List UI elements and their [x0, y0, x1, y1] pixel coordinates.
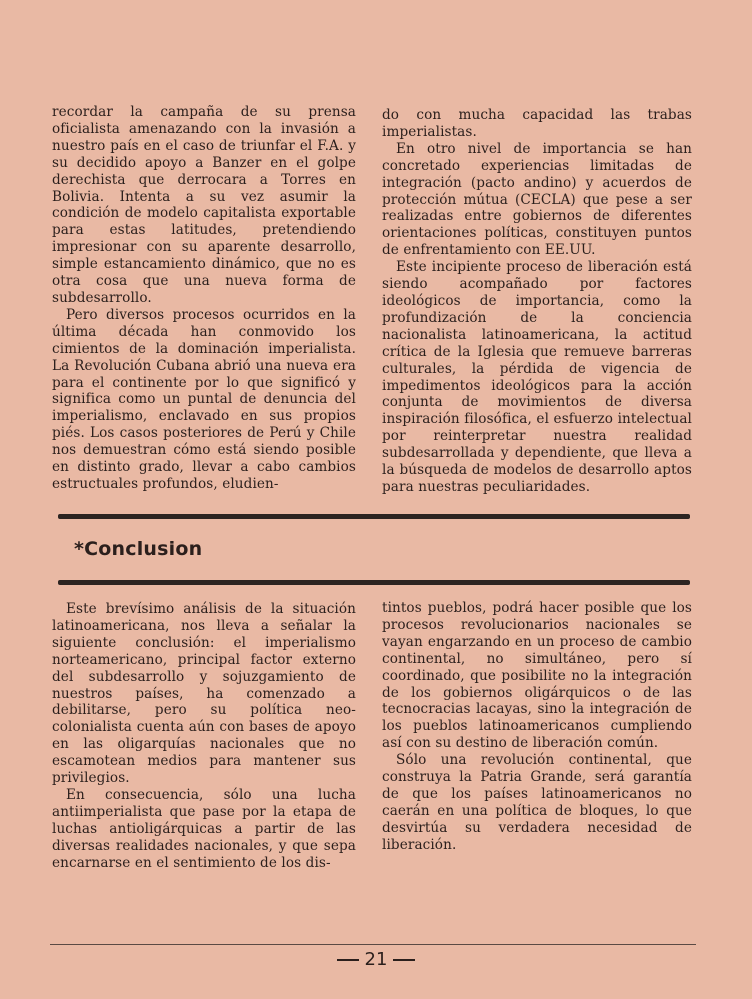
paragraph: recordar la campaña de su prensa oficialista amenazando con la invasión a nuestro país en el caso de triunfar el F.A. y su decidido apoyo a Banzer en el golpe derechista que derrocara a Torres en Bolivia. Intenta a su vez asumir la condición de modelo capitalista exportable para estas latitudes, pretendiendo impresionar con su aparente desarrollo, simple estancamiento dinámico, que no es otra cosa que una nueva forma de subdesarrollo.	[52, 104, 356, 306]
section-divider-top	[58, 514, 690, 519]
top-left-column	[52, 104, 356, 493]
paragraph: Pero diversos procesos ocurridos en la última década han conmovido los cimientos de la dominación imperialista. La Revolución Cubana abrió una nueva era para el continente por lo que significó y significa como un puntal de denuncia del imperialismo, enclavado en sus propios piés. Los casos posteriores de Perú y Chile nos demuestran cómo está siendo posible en distinto grado, llevar a cabo cambios estructuales profundos, eludien-	[52, 306, 356, 492]
paragraph: do con mucha capacidad las trabas imperialistas.	[382, 107, 692, 140]
dash-decoration	[393, 959, 415, 961]
section-divider-bottom	[58, 580, 690, 585]
paragraph: Este brevísimo análisis de la situación latinoamericana, nos lleva a señalar la siguiente conclusión: el imperialismo norteamericano, principal factor externo del subdesarrollo y sojuzgamiento de nuestros países, ha comenzado a debilitarse, pero su política neo-colonialista cuenta aún con bases de apoyo en las oligarquías nacionales que no escamotean medios para mantener sus privilegios.	[52, 601, 356, 787]
bottom-left-column	[52, 601, 356, 872]
paragraph: tintos pueblos, podrá hacer posible que los procesos revolucionarios nacionales se vayan engarzando en un proceso de cambio continental, no simultáneo, pero sí coordinado, que posibilite no la integración de los gobiernos oligárquicos o de las tecnocracias lacayas, sino la integración de los pueblos latinoamericanos cumpliendo así con su destino de liberación común.	[382, 600, 692, 752]
page-number-container	[0, 949, 752, 970]
dash-decoration	[337, 959, 359, 961]
paragraph: En consecuencia, sólo una lucha antiimperialista que pase por la etapa de luchas antioligárquicas a partir de las diversas realidades nacionales, y que sepa encarnarse en el sentimiento de los dis-	[52, 786, 356, 871]
top-right-column	[382, 107, 692, 496]
bottom-right-column	[382, 600, 692, 854]
footer-rule	[50, 944, 696, 945]
page-number: 21	[364, 949, 388, 970]
section-heading: *Conclusion	[74, 538, 203, 560]
paragraph: Este incipiente proceso de liberación está siendo acompañado por factores ideológicos de importancia, como la profundización de la conciencia nacionalista latinoamericana, la actitud crítica de la Iglesia que remueve barreras culturales, la pérdida de vigencia de impedimentos ideológicos para la acción conjunta de movimientos de diversa inspiración filosófica, el esfuerzo intelectual por reinterpretar nuestra realidad subdesarrollada y dependiente, que lleva a la búsqueda de modelos de desarrollo aptos para nuestras peculiaridades.	[382, 259, 692, 495]
paragraph: En otro nivel de importancia se han concretado experiencias limitadas de integración (pacto andino) y acuerdos de protección mútua (CECLA) que pese a ser realizadas entre gobiernos de diferentes orientaciones políticas, constituyen puntos de enfrentamiento con EE.UU.	[382, 140, 692, 259]
paragraph: Sólo una revolución continental, que construya la Patria Grande, será garantía de que los países latinoamericanos no caerán en una política de bloques, lo que desvirtúa su verdadera necesidad de liberación.	[382, 752, 692, 853]
